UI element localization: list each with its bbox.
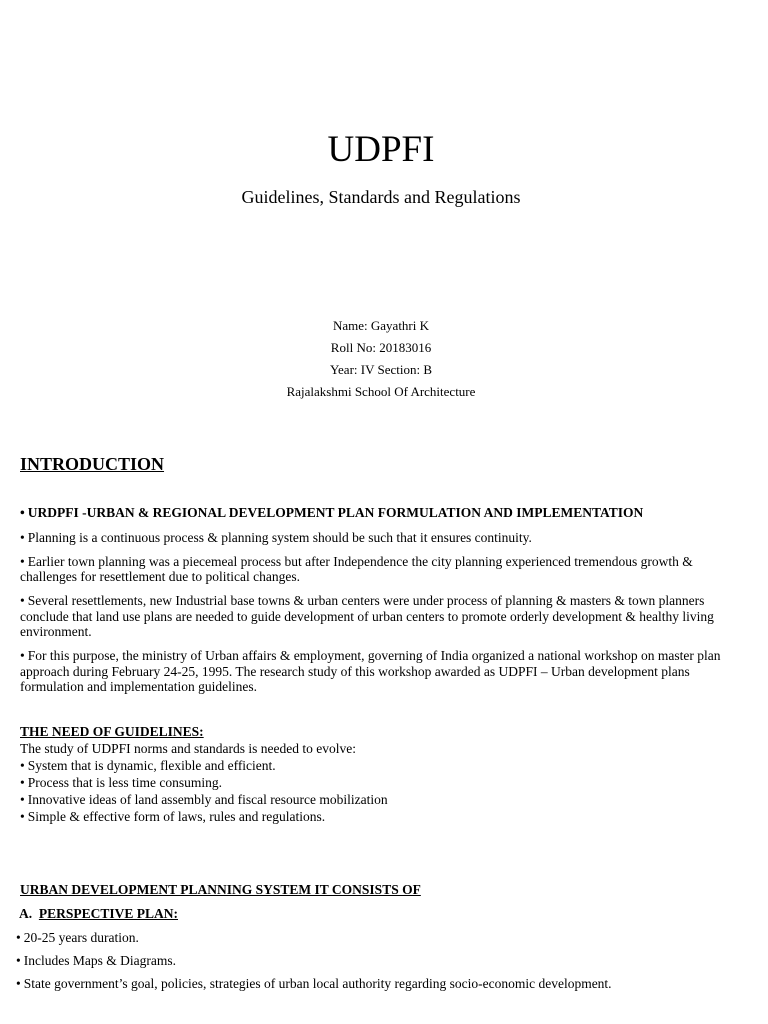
author-school: Rajalakshmi School Of Architecture [286, 384, 476, 399]
list-item [16, 929, 736, 952]
bullet-icon: • [20, 758, 25, 773]
bullet-icon: • [20, 648, 25, 663]
bullet-icon: • [20, 593, 25, 608]
bullet-icon: • [20, 505, 25, 520]
list-item [20, 791, 740, 808]
need-heading: THE NEED OF GUIDELINES: [20, 724, 204, 739]
list-item-text: For this purpose, the ministry of Urban affairs & employment, governing of India organized a national workshop on master plan approach during February 24-25, 1995. The research study of this workshop awarded as UDPFI – Urban development plans formulation and implementation guidelines. [20, 648, 721, 694]
bullet-icon: • [20, 792, 25, 807]
list-item-text: System that is dynamic, flexible and efficient. [27, 758, 276, 773]
perspective-plan-prefix: A. [19, 906, 33, 921]
list-item-text: Several resettlements, new Industrial base towns & urban centers were under process of planning & masters & town planners conclude that land use plans are needed to guide development of urban centers to promote orderly development & healthy living environment. [20, 593, 714, 639]
list-item [20, 648, 740, 695]
list-item [20, 554, 740, 585]
document-subtitle: Guidelines, Standards and Regulations [241, 187, 521, 207]
list-item [20, 808, 740, 825]
list-item-text: URDPFI -URBAN & REGIONAL DEVELOPMENT PLAN FORMULATION AND IMPLEMENTATION [27, 505, 644, 520]
author-block [0, 315, 762, 403]
list-item-text: Simple & effective form of laws, rules and regulations. [27, 809, 326, 824]
bullet-icon: • [20, 529, 25, 545]
bullet-icon: • [16, 976, 21, 991]
list-item-text: Earlier town planning was a piecemeal process but after Independence the city planning experienced tremendous growth & challenges for resettlement due to political changes. [20, 553, 693, 584]
list-item-text: State government’s goal, policies, strategies of urban local authority regarding socio-economic development. [23, 976, 612, 991]
author-name: Name: Gayathri K [332, 318, 430, 333]
list-item [16, 975, 736, 998]
planning-system-heading: URBAN DEVELOPMENT PLANNING SYSTEM IT CONSISTS OF [20, 882, 421, 897]
list-item [20, 530, 740, 546]
introduction-list [20, 505, 740, 703]
bullet-icon: • [16, 953, 21, 968]
bullet-icon: • [16, 930, 21, 945]
list-item-text: 20-25 years duration. [23, 930, 139, 945]
perspective-plan-title: PERSPECTIVE PLAN: [38, 906, 179, 921]
bullet-icon: • [20, 553, 25, 569]
author-roll-number: Roll No: 20183016 [330, 340, 432, 355]
list-item-text: Innovative ideas of land assembly and fiscal resource mobilization [27, 792, 388, 807]
list-item [20, 757, 740, 774]
introduction-heading: INTRODUCTION [20, 454, 165, 474]
list-item-text: Process that is less time consuming. [27, 775, 222, 790]
list-item [20, 505, 740, 521]
bullet-icon: • [20, 775, 25, 790]
author-year-section: Year: IV Section: B [329, 362, 433, 377]
need-intro: The study of UDPFI norms and standards is needed to evolve: [20, 741, 356, 756]
need-of-guidelines-section [20, 723, 740, 825]
perspective-plan-heading [19, 905, 178, 922]
bullet-icon: • [20, 809, 25, 824]
list-item [20, 593, 740, 640]
perspective-plan-list [16, 929, 736, 998]
list-item [16, 952, 736, 975]
list-item [20, 774, 740, 791]
list-item-text: Includes Maps & Diagrams. [23, 953, 176, 968]
list-item-text: Planning is a continuous process & planning system should be such that it ensures continuity. [27, 529, 532, 545]
document-title: UDPFI [327, 129, 435, 170]
